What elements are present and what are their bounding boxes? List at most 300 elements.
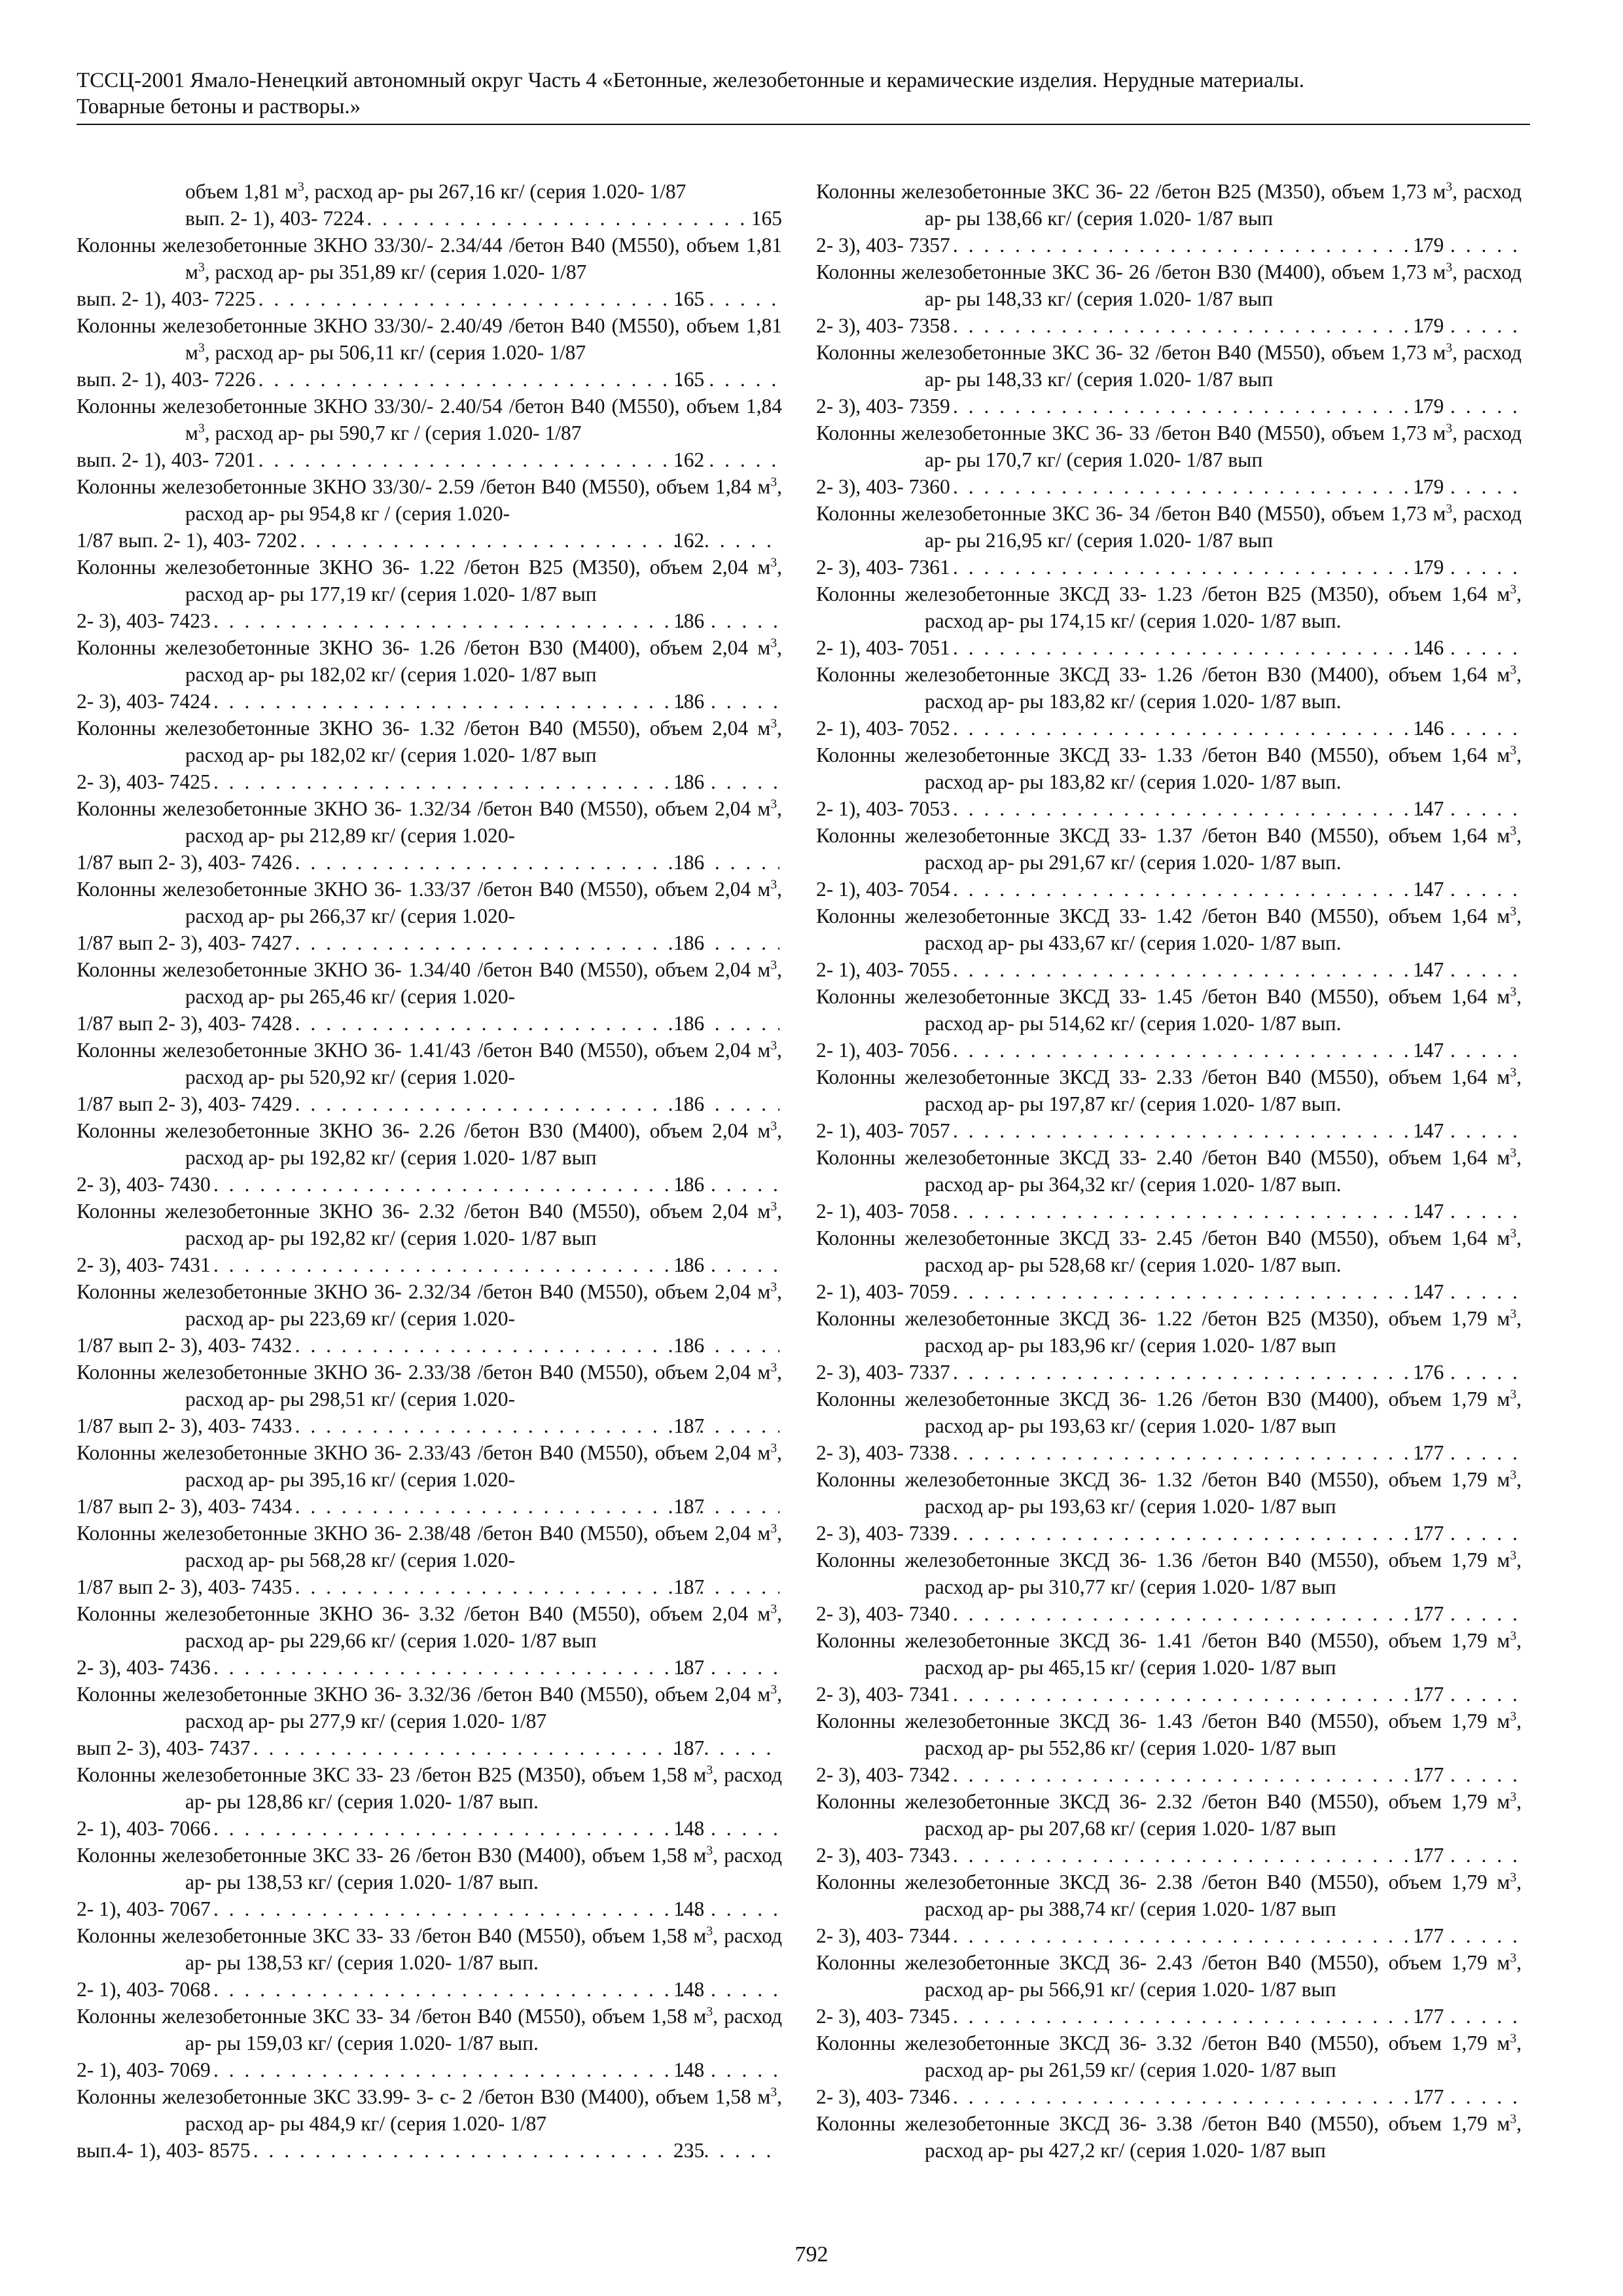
cubic-superscript: 3 [1510, 663, 1517, 677]
index-entry [77, 1439, 782, 1520]
entry-text: Колонны железобетонные 3КНО 33/30/- 2.40/54 /бетон В40 (М550), объем 1,84 м [77, 395, 782, 444]
cubic-superscript: 3 [1510, 1629, 1517, 1643]
header-line-1: ТССЦ-2001 Ямало-Ненецкий автономный округ Часть 4 «Бетонные, железобетонные и керамические изделия. Нерудные материалы. [77, 69, 1305, 92]
entry-text-rest: , расход ар- ры 148,33 кг/ (серия 1.020- 1/87 вып [925, 341, 1522, 391]
cubic-superscript: 3 [1510, 1307, 1517, 1321]
cubic-superscript: 3 [1446, 260, 1453, 275]
entry-ref: вып 2- 3), 403- 7437 [77, 1736, 251, 1759]
entry-last-line: 1/87 вып 2- 3), 403- 7433 . . . 187 [185, 1412, 782, 1439]
index-entry [816, 500, 1522, 581]
entry-text: Колонны железобетонные 3КСД 36- 1.22 /бетон В25 (М350), объем 1,79 м [816, 1307, 1510, 1330]
cubic-superscript: 3 [1510, 985, 1517, 999]
entry-last-line: 1/87 вып 2- 3), 403- 7427 . . . 186 [185, 929, 782, 956]
index-entry [816, 1627, 1522, 1708]
entry-text: Колонны железобетонные 3КНО 33/30/- 2.34/44 /бетон В40 (М550), объем 1,81 м [77, 234, 782, 283]
entry-text-rest: , расход ар- ры 265,46 кг/ (серия 1.020- [185, 958, 782, 1008]
entry-text-rest: , расход ар- ры 207,68 кг/ (серия 1.020- 1/87 вып [925, 1790, 1522, 1840]
index-entry [816, 259, 1522, 339]
entry-ref: 2- 1), 403- 7067 [77, 1897, 211, 1920]
entry-ref: вып. 2- 1), 403- 7224 [185, 207, 365, 230]
entry-body [816, 2110, 1522, 2164]
entry-text: Колонны железобетонные 3КНО 36- 1.32/34 /бетон В40 (М550), объем 2,04 м [77, 797, 771, 820]
entry-last-line: 1/87 вып. 2- 1), 403- 7202 . . . 162 [185, 527, 782, 554]
cubic-superscript: 3 [1446, 422, 1453, 436]
entry-last-line: 2- 3), 403- 7345 . . . 177 [925, 2003, 1522, 2030]
entry-text: Колонны железобетонные 3КСД 36- 3.32 /бетон В40 (М550), объем 1,79 м [816, 2032, 1510, 2054]
index-entry [77, 312, 782, 393]
entry-last-line: 2- 1), 403- 7058 . . . 147 [925, 1198, 1522, 1225]
entry-body [816, 178, 1522, 232]
entry-last-line: 2- 3), 403- 7425 . . . 186 [185, 768, 782, 795]
entry-last-line: 2- 1), 403- 7052 . . . 146 [925, 715, 1522, 742]
entry-last-line: 2- 3), 403- 7423 . . . 186 [185, 607, 782, 634]
entry-body [77, 1761, 782, 1815]
entry-ref: 1/87 вып 2- 3), 403- 7427 [77, 931, 293, 954]
entry-body [816, 1225, 1522, 1278]
entry-last-line: 2- 1), 403- 7055 . . . 147 [925, 956, 1522, 983]
entry-text: Колонны железобетонные 3КСД 33- 1.42 /бетон В40 (М550), объем 1,64 м [816, 905, 1510, 927]
entry-ref: вып. 2- 1), 403- 7226 [77, 368, 256, 391]
entry-body [816, 983, 1522, 1037]
entry-last-line: 2- 3), 403- 7436 . . . 187 [185, 1654, 782, 1681]
entry-ref: 2- 3), 403- 7338 [816, 1441, 950, 1464]
entry-body [77, 232, 782, 285]
entry-text: Колонны железобетонные 3КНО 36- 3.32 /бетон В40 (М550), объем 2,04 м [77, 1602, 771, 1625]
entry-last-line: 1/87 вып 2- 3), 403- 7434 . . . 187 [185, 1493, 782, 1520]
entry-ref: 2- 3), 403- 7358 [816, 314, 950, 337]
index-entry [816, 1386, 1522, 1466]
entry-ref: 2- 1), 403- 7059 [816, 1280, 950, 1303]
entry-last-line: 2- 3), 403- 7431 . . . 186 [185, 1251, 782, 1278]
entry-ref: 2- 1), 403- 7053 [816, 797, 950, 820]
entry-ref: 2- 1), 403- 7069 [77, 2058, 211, 2081]
entry-text: Колонны железобетонные 3КСД 33- 2.45 /бетон В40 (М550), объем 1,64 м [816, 1227, 1510, 1249]
entry-text: Колонны железобетонные 3КСД 33- 1.45 /бетон В40 (М550), объем 1,64 м [816, 985, 1510, 1008]
cubic-superscript: 3 [1510, 1710, 1517, 1724]
entry-text-rest: , расход ар- ры 138,53 кг/ (серия 1.020- 1/87 вып. [185, 1924, 782, 1974]
index-entry [816, 1225, 1522, 1305]
entry-last-line: 2- 1), 403- 7067 . . . 148 [185, 1895, 782, 1922]
entry-body [816, 1466, 1522, 1520]
entry-last-line: 2- 3), 403- 7337 . . . 176 [925, 1359, 1522, 1386]
entry-body [816, 1708, 1522, 1761]
leader-dots [366, 205, 748, 232]
entry-body [77, 2003, 782, 2056]
entry-last-line: 1/87 вып 2- 3), 403- 7428 . . . 186 [185, 1010, 782, 1037]
index-entry [816, 581, 1522, 661]
entry-text-rest: , расход ар- ры 528,68 кг/ (серия 1.020- 1/87 вып. [925, 1227, 1522, 1276]
entry-text-rest: , расход ар- ры 267,16 кг/ (серия 1.020- 1/87 [304, 180, 687, 203]
entry-body [816, 2030, 1522, 2083]
entry-text: Колонны железобетонные 3КСД 33- 1.26 /бетон В30 (М400), объем 1,64 м [816, 663, 1510, 686]
entry-text-rest: , расход ар- ры 298,51 кг/ (серия 1.020- [185, 1361, 782, 1410]
entry-ref: вып. 2- 1), 403- 7225 [77, 287, 256, 310]
entry-ref: 2- 3), 403- 7424 [77, 690, 211, 713]
entry-last-line: 1/87 вып 2- 3), 403- 7435 . . . 187 [185, 1573, 782, 1600]
entry-ref: 1/87 вып 2- 3), 403- 7432 [77, 1334, 293, 1357]
page-number: 792 [794, 2242, 829, 2267]
entry-ref: 2- 3), 403- 7360 [816, 475, 950, 498]
entry-body [816, 661, 1522, 715]
entry-last-line: вып. 2- 1), 403- 7226 . . . 165 [185, 366, 782, 393]
entry-text-rest: , расход ар- ры 159,03 кг/ (серия 1.020- 1/87 вып. [185, 2005, 782, 2054]
index-entry [77, 876, 782, 956]
entry-last-line: 2- 3), 403- 7358 . . . 179 [925, 312, 1522, 339]
entry-text: Колонны железобетонные 3КСД 36- 2.32 /бетон В40 (М550), объем 1,79 м [816, 1790, 1510, 1813]
cubic-superscript: 3 [770, 1602, 777, 1617]
entry-last-line: 2- 3), 403- 7360 . . . 179 [925, 473, 1522, 500]
entry-text-rest: , расход ар- ры 433,67 кг/ (серия 1.020- 1/87 вып. [925, 905, 1522, 954]
entry-last-line: 2- 1), 403- 7056 . . . 147 [925, 1037, 1522, 1064]
entry-last-line: 2- 1), 403- 7051 . . . 146 [925, 634, 1522, 661]
cubic-superscript: 3 [1510, 1146, 1517, 1160]
index-column-right [816, 178, 1522, 2164]
cubic-superscript: 3 [770, 1119, 777, 1134]
entry-body [77, 1681, 782, 1734]
entry-body [77, 1600, 782, 1654]
cubic-superscript: 3 [1510, 1871, 1517, 1885]
entry-last-line: 2- 3), 403- 7338 . . . 177 [925, 1439, 1522, 1466]
cubic-superscript: 3 [1510, 1951, 1517, 1965]
index-entry [77, 956, 782, 1037]
entry-text: Колонны железобетонные 3КС 36- 26 /бетон В30 (М400), объем 1,73 м [816, 260, 1446, 283]
entry-body [816, 822, 1522, 876]
entry-text: Колонны железобетонные 3КНО 33/30/- 2.40/49 /бетон В40 (М550), объем 1,81 м [77, 314, 782, 364]
entry-last-line: вып. 2- 1), 403- 7201 . . . 162 [185, 446, 782, 473]
entry-text-rest: , расход ар- ры 192,82 кг/ (серия 1.020- 1/87 вып [185, 1119, 782, 1169]
entry-text: Колонны железобетонные 3КСД 36- 1.32 /бетон В40 (М550), объем 1,79 м [816, 1468, 1510, 1491]
index-entry [816, 983, 1522, 1064]
entry-text: Колонны железобетонные 3КС 36- 22 /бетон В25 (М350), объем 1,73 м [816, 180, 1446, 203]
index-entry [816, 1064, 1522, 1144]
leader-dots [300, 527, 779, 554]
entry-page-number: 165 [751, 207, 782, 230]
entry-last-line: 2- 1), 403- 7068 . . . 148 [185, 1976, 782, 2003]
entry-text-rest: , расход ар- ры 128,86 кг/ (серия 1.020- 1/87 вып. [185, 1763, 782, 1813]
entry-last-line: вып.4- 1), 403- 8575 . . . 235 [185, 2137, 782, 2164]
entry-body [816, 339, 1522, 393]
entry-text-rest: , расход ар- ры 506,11 кг/ (серия 1.020- 1/87 [204, 341, 586, 364]
index-entry [816, 339, 1522, 420]
header-line-2: Товарные бетоны и растворы.» [77, 95, 361, 118]
entry-text-rest: , расход ар- ры 568,28 кг/ (серия 1.020- [185, 1522, 782, 1571]
entry-body [77, 956, 782, 1010]
cubic-superscript: 3 [1510, 1227, 1517, 1241]
entry-ref: 1/87 вып 2- 3), 403- 7428 [77, 1012, 293, 1035]
entry-ref: 2- 3), 403- 7431 [77, 1253, 211, 1276]
entry-ref: 1/87 вып 2- 3), 403- 7426 [77, 851, 293, 874]
entry-text-rest: , расход ар- ры 216,95 кг/ (серия 1.020- 1/87 вып [925, 502, 1522, 552]
entry-body [77, 1359, 782, 1412]
entry-body [816, 420, 1522, 473]
entry-last-line: 1/87 вып 2- 3), 403- 7429 . . . 186 [185, 1090, 782, 1117]
entry-text: Колонны железобетонные 3КСД 36- 2.38 /бетон В40 (М550), объем 1,79 м [816, 1871, 1510, 1893]
entry-text-rest: , расход ар- ры 427,2 кг/ (серия 1.020- 1/87 вып [925, 2112, 1522, 2162]
entry-body [816, 1547, 1522, 1600]
entry-ref: вып. 2- 1), 403- 7201 [77, 448, 256, 471]
entry-text-rest: , расход ар- ры 174,15 кг/ (серия 1.020- 1/87 вып. [925, 583, 1522, 632]
entry-text-rest: , расход ар- ры 590,7 кг / (серия 1.020- 1/87 [204, 422, 582, 444]
entry-last-line [185, 205, 782, 232]
entry-ref: 2- 3), 403- 7337 [816, 1361, 950, 1384]
index-entry [77, 1600, 782, 1681]
entry-text: Колонны железобетонные 3КСД 33- 2.33 /бетон В40 (М550), объем 1,64 м [816, 1066, 1510, 1088]
index-entry [77, 2003, 782, 2083]
index-entry [816, 2110, 1522, 2164]
entry-ref: 2- 1), 403- 7051 [816, 636, 950, 659]
index-entry [77, 232, 782, 312]
entry-text-rest: , расход ар- ры 266,37 кг/ (серия 1.020- [185, 878, 782, 927]
entry-body [816, 1627, 1522, 1681]
entry-last-line: 2- 3), 403- 7339 . . . 177 [925, 1520, 1522, 1547]
index-entry [816, 661, 1522, 742]
entry-text-rest: , расход ар- ры 138,53 кг/ (серия 1.020- 1/87 вып. [185, 1844, 782, 1893]
index-entry-continuation [77, 178, 782, 232]
entry-body [816, 1949, 1522, 2003]
entry-text: Колонны железобетонные 3КНО 36- 2.32 /бетон В40 (М550), объем 2,04 м [77, 1200, 771, 1223]
cubic-superscript: 3 [198, 422, 205, 436]
page-header [77, 67, 1530, 125]
cubic-superscript: 3 [770, 1280, 777, 1295]
entry-ref: 2- 1), 403- 7056 [816, 1039, 950, 1062]
entry-text-rest: , расход ар- ры 182,02 кг/ (серия 1.020- 1/87 вып [185, 636, 782, 686]
entry-text: Колонны железобетонные 3КНО 36- 3.32/36 /бетон В40 (М550), объем 2,04 м [77, 1683, 771, 1706]
cubic-superscript: 3 [770, 636, 777, 651]
entry-text: Колонны железобетонные 3КНО 36- 1.22 /бетон В25 (М350), объем 2,04 м [77, 556, 771, 579]
entry-text-rest: , расход ар- ры 520,92 кг/ (серия 1.020- [185, 1039, 782, 1088]
entry-ref: 2- 3), 403- 7340 [816, 1602, 950, 1625]
entry-ref: 1/87 вып. 2- 1), 403- 7202 [77, 529, 298, 552]
entry-text: Колонны железобетонные 3КНО 36- 1.26 /бетон В30 (М400), объем 2,04 м [77, 636, 771, 659]
entry-text: Колонны железобетонные 3КНО 36- 1.32 /бетон В40 (М550), объем 2,04 м [77, 717, 771, 740]
entry-text-rest: , расход ар- ры 148,33 кг/ (серия 1.020- 1/87 вып [925, 260, 1522, 310]
entry-ref: 2- 3), 403- 7339 [816, 1522, 950, 1545]
cubic-superscript: 3 [770, 556, 777, 570]
entry-text: Колонны железобетонные 3КСД 36- 1.41 /бетон В40 (М550), объем 1,79 м [816, 1629, 1510, 1652]
entry-text: Колонны железобетонные 3КСД 33- 2.40 /бетон В40 (М550), объем 1,64 м [816, 1146, 1510, 1169]
entry-text-rest: , расход ар- ры 177,19 кг/ (серия 1.020- 1/87 вып [185, 556, 782, 605]
leader-dots [294, 1090, 779, 1117]
leader-dots [294, 849, 779, 876]
entry-ref: 2- 1), 403- 7058 [816, 1200, 950, 1223]
entry-text: Колонны железобетонные 3КНО 36- 2.33/43 /бетон В40 (М550), объем 2,04 м [77, 1441, 771, 1464]
entry-last-line: 2- 3), 403- 7342 . . . 177 [925, 1761, 1522, 1788]
entry-text: Колонны железобетонные 3КНО 36- 2.38/48 /бетон В40 (М550), объем 2,04 м [77, 1522, 771, 1545]
index-entry [816, 903, 1522, 983]
cubic-superscript: 3 [1446, 341, 1453, 355]
entry-text: Колонны железобетонные 3КСД 36- 1.36 /бетон В40 (М550), объем 1,79 м [816, 1549, 1510, 1571]
entry-text-rest: , расход ар- ры 395,16 кг/ (серия 1.020- [185, 1441, 782, 1491]
cubic-superscript: 3 [1446, 502, 1453, 516]
entry-text-rest: , расход ар- ры 465,15 кг/ (серия 1.020- 1/87 вып [925, 1629, 1522, 1679]
entry-text-rest: , расход ар- ры 388,74 кг/ (серия 1.020- 1/87 вып [925, 1871, 1522, 1920]
entry-last-line: 2- 3), 403- 7343 . . . 177 [925, 1842, 1522, 1869]
entry-body [77, 393, 782, 446]
entry-body [185, 178, 782, 205]
index-entry [77, 1761, 782, 1842]
cubic-superscript: 3 [1510, 2032, 1517, 2046]
entry-text-rest: , расход ар- ры 351,89 кг/ (серия 1.020- 1/87 [204, 260, 587, 283]
entry-last-line: 2- 3), 403- 7346 . . . 177 [925, 2083, 1522, 2110]
entry-body [77, 2083, 782, 2137]
entry-last-line: 2- 3), 403- 7430 . . . 186 [185, 1171, 782, 1198]
entry-ref: 1/87 вып 2- 3), 403- 7434 [77, 1495, 293, 1518]
entry-ref: 2- 1), 403- 7068 [77, 1978, 211, 2001]
leader-dots [294, 1493, 779, 1520]
entry-body [77, 876, 782, 929]
entry-body [77, 1037, 782, 1090]
entry-text-rest: , расход ар- ры 566,91 кг/ (серия 1.020- 1/87 вып [925, 1951, 1522, 2001]
entry-text-rest: , расход ар- ры 183,82 кг/ (серия 1.020- 1/87 вып. [925, 663, 1522, 713]
cubic-superscript: 3 [1510, 1790, 1517, 1804]
index-entry [77, 393, 782, 473]
entry-ref: 2- 3), 403- 7343 [816, 1844, 950, 1867]
entry-text-rest: , расход ар- ры 291,67 кг/ (серия 1.020- 1/87 вып. [925, 824, 1522, 874]
entry-text-rest: , расход ар- ры 223,69 кг/ (серия 1.020- [185, 1280, 782, 1330]
index-entry [77, 1117, 782, 1198]
entry-last-line: 2- 1), 403- 7069 . . . 148 [185, 2056, 782, 2083]
entry-last-line: 2- 1), 403- 7053 . . . 147 [925, 795, 1522, 822]
entry-ref: вып.4- 1), 403- 8575 [77, 2139, 251, 2162]
entry-ref: 2- 3), 403- 7430 [77, 1173, 211, 1196]
entry-text: Колонны железобетонные 3КС 33- 26 /бетон В30 (М400), объем 1,58 м [77, 1844, 707, 1867]
entry-text-rest: , расход ар- ры 193,63 кг/ (серия 1.020- 1/87 вып [925, 1388, 1522, 1437]
index-entry [77, 473, 782, 554]
entry-text-rest: , расход ар- ры 364,32 кг/ (серия 1.020- 1/87 вып. [925, 1146, 1522, 1196]
index-entry [816, 822, 1522, 903]
entry-last-line: 2- 1), 403- 7066 . . . 148 [185, 1815, 782, 1842]
entry-text-rest: , расход ар- ры 182,02 кг/ (серия 1.020- 1/87 вып [185, 717, 782, 766]
entry-text: объем 1,81 м [185, 180, 298, 203]
entry-body [77, 634, 782, 688]
entry-text-rest: , расход ар- ры 193,63 кг/ (серия 1.020- 1/87 вып [925, 1468, 1522, 1518]
entry-last-line: 1/87 вып 2- 3), 403- 7426 . . . 186 [185, 849, 782, 876]
cubic-superscript: 3 [770, 1039, 777, 1053]
index-entry [77, 1922, 782, 2003]
entry-text-rest: , расход ар- ры 183,82 кг/ (серия 1.020- 1/87 вып. [925, 744, 1522, 793]
entry-body [77, 1842, 782, 1895]
entry-body [816, 1386, 1522, 1439]
cubic-superscript: 3 [706, 2005, 713, 2019]
index-entry [816, 742, 1522, 822]
entry-body [816, 1064, 1522, 1117]
entry-ref: 2- 3), 403- 7357 [816, 234, 950, 257]
entry-text: Колонны железобетонные 3КСД 36- 1.26 /бетон В30 (М400), объем 1,79 м [816, 1388, 1510, 1410]
entry-body [77, 1278, 782, 1332]
entry-text-rest: , расход ар- ры 197,87 кг/ (серия 1.020- 1/87 вып. [925, 1066, 1522, 1115]
entry-last-line: 2- 3), 403- 7361 . . . 179 [925, 554, 1522, 581]
entry-ref: 2- 3), 403- 7344 [816, 1924, 950, 1947]
leader-dots [294, 1412, 779, 1439]
index-entry [77, 1278, 782, 1359]
entry-text: Колонны железобетонные 3КСД 36- 2.43 /бетон В40 (М550), объем 1,79 м [816, 1951, 1510, 1974]
entry-text-rest: , расход ар- ры 192,82 кг/ (серия 1.020- 1/87 вып [185, 1200, 782, 1249]
entry-ref: 2- 3), 403- 7345 [816, 2005, 950, 2028]
entry-text: Колонны железобетонные 3КНО 36- 2.32/34 /бетон В40 (М550), объем 2,04 м [77, 1280, 771, 1303]
cubic-superscript: 3 [1510, 824, 1517, 838]
entry-text-rest: , расход ар- ры 170,7 кг/ (серия 1.020- 1/87 вып [925, 422, 1522, 471]
entry-ref: 2- 1), 403- 7055 [816, 958, 950, 981]
cubic-superscript: 3 [770, 1522, 777, 1536]
entry-last-line: 2- 3), 403- 7357 . . . 179 [925, 232, 1522, 259]
entry-body [816, 742, 1522, 795]
entry-text-rest: , расход ар- ры 954,8 кг / (серия 1.020- [185, 475, 782, 525]
index-entry [816, 1144, 1522, 1225]
cubic-superscript: 3 [706, 1924, 713, 1939]
entry-text: Колонны железобетонные 3КС 33.99- 3- с- 2 /бетон В30 (М400), объем 1,58 м [77, 2085, 771, 2108]
cubic-superscript: 3 [1510, 905, 1517, 919]
entry-text: Колонны железобетонные 3КНО 36- 1.33/37 /бетон В40 (М550), объем 2,04 м [77, 878, 771, 901]
entry-body [816, 1869, 1522, 1922]
leader-dots [294, 929, 779, 956]
entry-last-line: 2- 1), 403- 7059 . . . 147 [925, 1278, 1522, 1305]
entry-body [816, 1788, 1522, 1842]
cubic-superscript: 3 [1510, 1549, 1517, 1563]
index-entry [77, 1520, 782, 1600]
cubic-superscript: 3 [770, 1361, 777, 1375]
cubic-superscript: 3 [770, 2085, 777, 2100]
entry-last-line: вып 2- 3), 403- 7437 . . . 187 [185, 1734, 782, 1761]
entry-text: Колонны железобетонные 3КСД 33- 1.33 /бетон В40 (М550), объем 1,64 м [816, 744, 1510, 766]
entry-text: Колонны железобетонные 3КС 33- 33 /бетон В40 (М550), объем 1,58 м [77, 1924, 707, 1947]
entry-ref: 1/87 вып 2- 3), 403- 7433 [77, 1414, 293, 1437]
entry-ref: 2- 3), 403- 7423 [77, 609, 211, 632]
entry-text-rest: , расход ар- ры 138,66 кг/ (серия 1.020- 1/87 вып [925, 180, 1522, 230]
entry-text: Колонны железобетонные 3КС 36- 33 /бетон В40 (М550), объем 1,73 м [816, 422, 1446, 444]
cubic-superscript: 3 [770, 1441, 777, 1456]
cubic-superscript: 3 [1510, 1468, 1517, 1482]
cubic-superscript: 3 [298, 180, 304, 194]
entry-last-line: 2- 1), 403- 7057 . . . 147 [925, 1117, 1522, 1144]
cubic-superscript: 3 [770, 1200, 777, 1214]
entry-ref: 1/87 вып 2- 3), 403- 7435 [77, 1575, 293, 1598]
index-entry [77, 1359, 782, 1439]
entry-body [77, 1439, 782, 1493]
entry-body [816, 1305, 1522, 1359]
index-entry [816, 1305, 1522, 1386]
entry-ref: 2- 3), 403- 7436 [77, 1656, 211, 1679]
cubic-superscript: 3 [198, 341, 205, 355]
entry-body [77, 1117, 782, 1171]
entry-ref: 2- 3), 403- 7359 [816, 395, 950, 418]
index-entry [77, 795, 782, 876]
cubic-superscript: 3 [1510, 583, 1517, 597]
entry-ref: 2- 3), 403- 7425 [77, 770, 211, 793]
entry-last-line: 2- 3), 403- 7424 . . . 186 [185, 688, 782, 715]
leader-dots [294, 1332, 779, 1359]
entry-ref: 2- 3), 403- 7346 [816, 2085, 950, 2108]
entry-text: Колонны железобетонные 3КС 33- 34 /бетон В40 (М550), объем 1,58 м [77, 2005, 707, 2028]
entry-body [77, 1922, 782, 1976]
entry-body [77, 795, 782, 849]
cubic-superscript: 3 [706, 1763, 713, 1778]
entry-text: Колонны железобетонные 3КНО 36- 1.34/40 /бетон В40 (М550), объем 2,04 м [77, 958, 771, 981]
entry-body [77, 715, 782, 768]
entry-ref: 2- 1), 403- 7054 [816, 878, 950, 901]
index-entry [816, 1708, 1522, 1788]
entry-text: Колонны железобетонные 3КСД 33- 1.37 /бетон В40 (М550), объем 1,64 м [816, 824, 1510, 847]
entry-text-rest: , расход ар- ры 552,86 кг/ (серия 1.020- 1/87 вып [925, 1710, 1522, 1759]
leader-dots [294, 1010, 779, 1037]
entry-ref: 2- 1), 403- 7052 [816, 717, 950, 740]
entry-ref: 2- 3), 403- 7341 [816, 1683, 950, 1706]
index-entry [77, 1198, 782, 1278]
entry-body [816, 1144, 1522, 1198]
entry-text: Колонны железобетонные 3КСД 36- 1.43 /бетон В40 (М550), объем 1,79 м [816, 1710, 1510, 1732]
entry-ref: 1/87 вып 2- 3), 403- 7429 [77, 1092, 293, 1115]
index-column-left [77, 178, 782, 2164]
entry-last-line: 1/87 вып 2- 3), 403- 7432 . . . 186 [185, 1332, 782, 1359]
